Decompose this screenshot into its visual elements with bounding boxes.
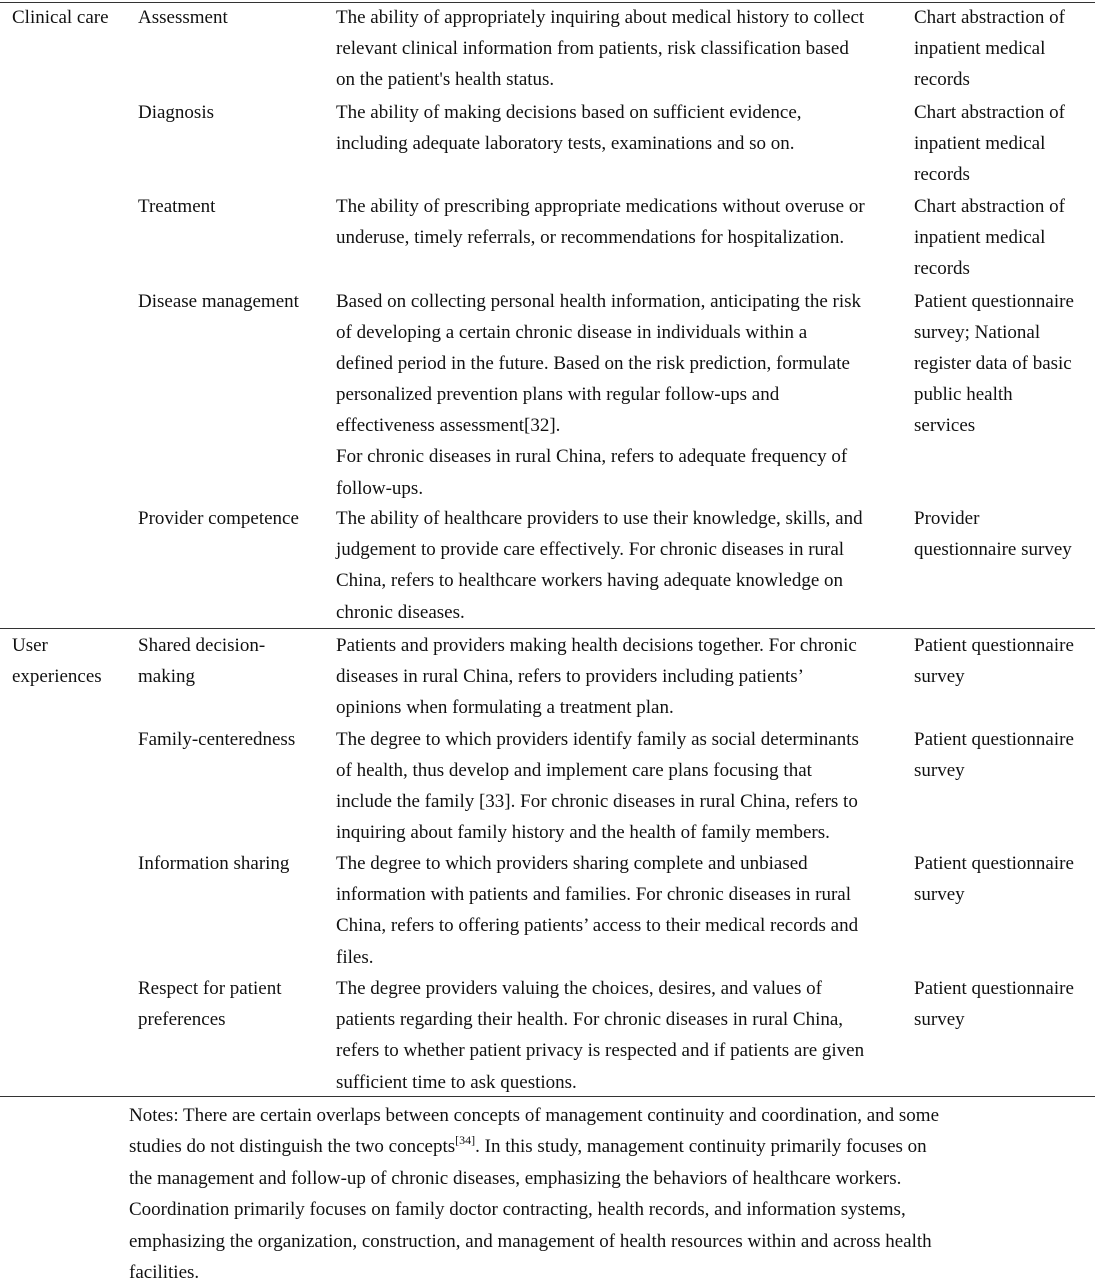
- definition-cell-line: information with patients and families. For chronic diseases in rural: [336, 884, 851, 906]
- definition-cell: [336, 848, 858, 973]
- definition-cell: [336, 503, 863, 628]
- definition-cell-line: defined period in the future. Based on the risk prediction, formulate: [336, 352, 850, 374]
- definition-cell-line: effectiveness assessment[32].: [336, 415, 561, 437]
- domain-label: [12, 2, 109, 33]
- dimension-cell-line: Family-centeredness: [138, 728, 296, 750]
- definition-cell-line: For chronic diseases in rural China, refers to adequate frequency of: [336, 446, 848, 468]
- domain-label-line: User: [12, 635, 48, 656]
- definition-cell-line: Patients and providers making health decisions together. For chronic: [336, 635, 857, 656]
- definition-cell-line: follow-ups.: [336, 477, 424, 499]
- definition-cell-line: patients regarding their health. For chronic diseases in rural China,: [336, 1009, 844, 1031]
- data-source-cell-line: Chart abstraction of: [914, 196, 1065, 217]
- definition-cell-line: personalized prevention plans with regular follow-ups and: [336, 384, 780, 406]
- notes-line-2: studies do not distinguish the two concepts[34]. In this study, management continuity primarily focuses on: [129, 1133, 927, 1158]
- dimension-cell-line: Provider competence: [138, 508, 299, 529]
- data-source-cell: [914, 630, 1074, 692]
- data-source-cell-line: records: [914, 258, 970, 280]
- definition-cell-line: underuse, timely referrals, or recommendations for hospitalization.: [336, 227, 845, 249]
- domain-label-line: Clinical care: [12, 7, 109, 28]
- definition-cell-line: The ability of healthcare providers to use their knowledge, skills, and: [336, 508, 863, 529]
- definition-cell-line: including adequate laboratory tests, examinations and so on.: [336, 132, 795, 154]
- definition-cell: [336, 724, 859, 849]
- dimension-cell-line: preferences: [138, 1009, 226, 1031]
- data-source-cell-line: Chart abstraction of: [914, 7, 1065, 28]
- definition-cell-line: of health, thus develop and implement care plans focusing that: [336, 759, 812, 781]
- definition-cell-line: The ability of prescribing appropriate medications without overuse or: [336, 196, 865, 217]
- dimension-cell-line: Assessment: [138, 7, 228, 28]
- dimension-cell-line: Disease management: [138, 290, 299, 312]
- dimension-cell-line: Diagnosis: [138, 101, 214, 123]
- dimension-cell: [138, 724, 295, 755]
- dimension-cell: [138, 2, 228, 33]
- section-divider-rule: [0, 628, 1095, 629]
- data-source-cell: [914, 503, 1072, 565]
- domain-label: [12, 630, 102, 692]
- data-source-cell-line: Patient questionnaire: [914, 853, 1074, 874]
- dimension-cell: [138, 286, 299, 317]
- definition-cell-line: refers to whether patient privacy is respected and if patients are given: [336, 1040, 865, 1062]
- data-source-cell: [914, 97, 1065, 191]
- data-source-cell: [914, 973, 1074, 1035]
- dimension-cell: [138, 191, 215, 222]
- notes-line-1: Notes: There are certain overlaps between concepts of management continuity and coordination, and some: [129, 1105, 940, 1126]
- notes-reference: [34]: [455, 1133, 476, 1148]
- definition-cell: [336, 973, 864, 1098]
- definition-cell-line: Based on collecting personal health information, anticipating the risk: [336, 290, 861, 312]
- notes-line-4: Coordination primarily focuses on family doctor contracting, health records, and information systems,: [129, 1199, 906, 1221]
- definition-cell-line: include the family [33]. For chronic diseases in rural China, refers to: [336, 790, 858, 812]
- definition-cell-line: on the patient's health status.: [336, 69, 555, 91]
- data-source-cell: [914, 191, 1065, 285]
- notes-line-5: emphasizing the organization, construction, and management of health resources within and across health: [129, 1230, 932, 1252]
- definition-cell-line: The ability of appropriately inquiring about medical history to collect: [336, 7, 865, 28]
- definition-cell: [336, 191, 865, 253]
- notes-line-6: facilities.: [129, 1261, 200, 1283]
- dimension-cell: [138, 848, 289, 879]
- data-source-cell: [914, 2, 1065, 96]
- data-source-cell: [914, 286, 1074, 442]
- definition-cell-line: files.: [336, 946, 374, 968]
- data-source-cell-line: inpatient medical: [914, 227, 1046, 249]
- definition-cell: [336, 2, 864, 96]
- data-source-cell-line: survey: [914, 1009, 965, 1031]
- definition-cell-line: of developing a certain chronic disease in individuals within a: [336, 321, 808, 343]
- dimension-cell: [138, 97, 214, 128]
- definition-cell-line: sufficient time to ask questions.: [336, 1071, 577, 1093]
- data-source-cell-line: Patient questionnaire: [914, 635, 1074, 656]
- notes-line-3: the management and follow-up of chronic diseases, emphasizing the behaviors of healthcare workers.: [129, 1167, 902, 1189]
- definition-cell-line: chronic diseases.: [336, 601, 465, 623]
- data-source-cell-line: records: [914, 163, 970, 185]
- definition-cell-line: diseases in rural China, refers to providers including patients’: [336, 666, 805, 688]
- data-source-cell-line: inpatient medical: [914, 38, 1046, 60]
- data-source-cell-line: questionnaire survey: [914, 539, 1072, 561]
- definition-cell: [336, 97, 802, 159]
- domain-label-line: experiences: [12, 666, 102, 688]
- data-source-cell-line: survey: [914, 666, 965, 688]
- data-source-cell-line: Chart abstraction of: [914, 101, 1065, 123]
- dimension-cell-line: Shared decision-: [138, 635, 266, 656]
- data-source-cell-line: Provider: [914, 508, 980, 529]
- definition-cell-line: The degree providers valuing the choices, desires, and values of: [336, 978, 822, 999]
- definition-cell-line: inquiring about family history and the health of family members.: [336, 822, 830, 844]
- definition-cell-line: relevant clinical information from patients, risk classification based: [336, 38, 849, 60]
- dimension-cell-line: making: [138, 666, 195, 688]
- data-source-cell: [914, 724, 1074, 786]
- data-source-cell-line: Patient questionnaire: [914, 728, 1074, 750]
- data-source-cell-line: Patient questionnaire: [914, 290, 1074, 312]
- table-notes: [129, 1100, 1029, 1288]
- data-source-cell-line: survey; National: [914, 321, 1041, 343]
- data-source-cell-line: records: [914, 69, 970, 91]
- definition-cell-line: The degree to which providers identify family as social determinants: [336, 728, 859, 750]
- data-source-cell-line: public health: [914, 384, 1013, 406]
- definition-cell-line: China, refers to offering patients’ access to their medical records and: [336, 915, 859, 937]
- data-source-cell-line: survey: [914, 759, 965, 781]
- data-source-cell-line: Patient questionnaire: [914, 978, 1074, 999]
- definition-cell: [336, 286, 861, 504]
- definition-cell-line: The degree to which providers sharing complete and unbiased: [336, 853, 808, 874]
- data-source-cell-line: register data of basic: [914, 352, 1072, 374]
- data-source-cell-line: inpatient medical: [914, 132, 1046, 154]
- dimension-cell-line: Respect for patient: [138, 978, 282, 999]
- dimension-cell: [138, 973, 282, 1035]
- dimension-cell-line: Treatment: [138, 196, 216, 217]
- data-source-cell-line: services: [914, 415, 976, 437]
- dimension-cell-line: Information sharing: [138, 853, 290, 874]
- definition-cell-line: China, refers to healthcare workers having adequate knowledge on: [336, 570, 843, 592]
- data-source-cell-line: survey: [914, 884, 965, 906]
- definition-cell-line: The ability of making decisions based on sufficient evidence,: [336, 101, 802, 123]
- definition-cell-line: judgement to provide care effectively. For chronic diseases in rural: [336, 539, 845, 561]
- dimension-cell: [138, 503, 299, 534]
- definition-cell: [336, 630, 857, 724]
- definition-cell-line: opinions when formulating a treatment plan.: [336, 697, 674, 719]
- data-source-cell: [914, 848, 1074, 910]
- dimension-cell: [138, 630, 265, 692]
